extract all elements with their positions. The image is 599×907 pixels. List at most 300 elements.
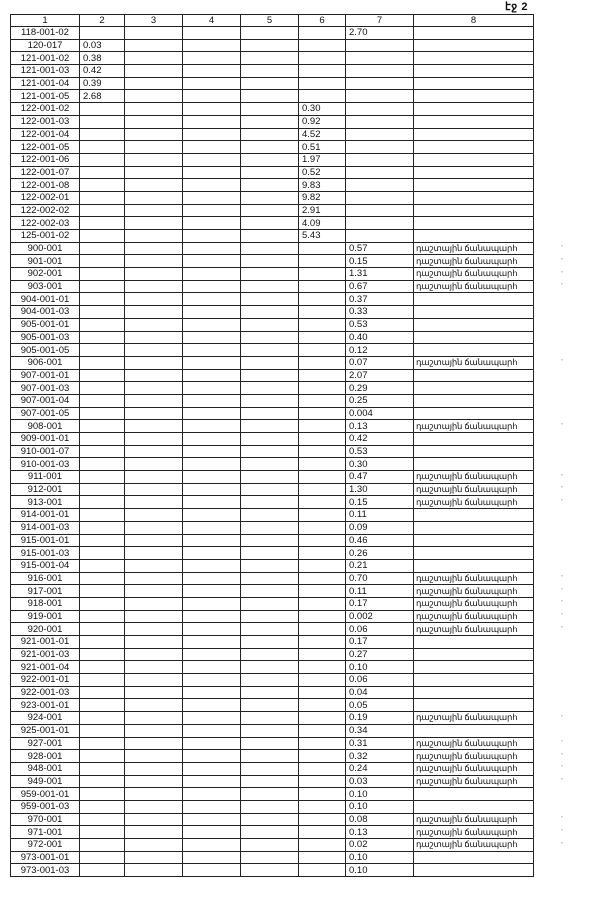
table-row bbox=[11, 153, 534, 166]
value-cell bbox=[183, 839, 241, 852]
note-cell: դաշտային ճանապարհ bbox=[414, 610, 534, 623]
table-row bbox=[11, 864, 534, 877]
value-cell bbox=[125, 661, 183, 674]
value-cell bbox=[80, 509, 125, 522]
value-cell bbox=[125, 648, 183, 661]
note-cell: դաշտային ճանապարհ bbox=[414, 572, 534, 585]
value-cell bbox=[346, 115, 414, 128]
value-cell bbox=[183, 103, 241, 116]
table-row bbox=[11, 65, 534, 78]
value-cell bbox=[299, 737, 346, 750]
parcel-code-cell: 925-001-01 bbox=[11, 724, 80, 737]
value-cell bbox=[125, 128, 183, 141]
value-cell bbox=[125, 39, 183, 52]
value-cell: 0.29 bbox=[346, 382, 414, 395]
value-cell bbox=[80, 344, 125, 357]
margin-tick-mark: ˑ bbox=[561, 776, 564, 785]
value-cell bbox=[183, 496, 241, 509]
value-cell: 0.51 bbox=[299, 141, 346, 154]
table-row bbox=[11, 230, 534, 243]
value-cell bbox=[125, 826, 183, 839]
value-cell bbox=[80, 572, 125, 585]
value-cell bbox=[125, 255, 183, 268]
value-cell bbox=[299, 800, 346, 813]
value-cell bbox=[241, 115, 299, 128]
table-row bbox=[11, 433, 534, 446]
table-row bbox=[11, 509, 534, 522]
value-cell bbox=[80, 382, 125, 395]
parcel-code-cell: 122-002-03 bbox=[11, 217, 80, 230]
value-cell bbox=[241, 420, 299, 433]
margin-tick-mark: ˑ bbox=[561, 585, 564, 594]
parcel-code-cell: 913-001 bbox=[11, 496, 80, 509]
note-cell: դաշտային ճանապարհ bbox=[414, 242, 534, 255]
value-cell bbox=[183, 420, 241, 433]
value-cell bbox=[241, 191, 299, 204]
note-cell bbox=[414, 217, 534, 230]
table-row bbox=[11, 90, 534, 103]
note-cell: դաշտային ճանապարհ bbox=[414, 826, 534, 839]
margin-tick-mark: ˑ bbox=[561, 281, 564, 290]
value-cell bbox=[346, 204, 414, 217]
parcel-code-cell: 118-001-02 bbox=[11, 27, 80, 40]
table-row bbox=[11, 471, 534, 484]
value-cell: 0.33 bbox=[346, 306, 414, 319]
value-cell bbox=[125, 724, 183, 737]
value-cell bbox=[241, 712, 299, 725]
value-cell: 0.24 bbox=[346, 762, 414, 775]
value-cell bbox=[125, 115, 183, 128]
margin-tick-mark: ˑ bbox=[561, 496, 564, 505]
note-cell bbox=[414, 800, 534, 813]
note-cell bbox=[414, 394, 534, 407]
table-row bbox=[11, 750, 534, 763]
value-cell bbox=[80, 813, 125, 826]
note-cell: դաշտային ճանապարհ bbox=[414, 585, 534, 598]
parcel-code-cell: 122-001-06 bbox=[11, 153, 80, 166]
parcel-code-cell: 973-001-01 bbox=[11, 851, 80, 864]
value-cell bbox=[299, 864, 346, 877]
value-cell bbox=[346, 65, 414, 78]
column-header: 8 bbox=[414, 15, 534, 27]
value-cell bbox=[346, 141, 414, 154]
value-cell bbox=[183, 369, 241, 382]
parcel-code-cell: 914-001-03 bbox=[11, 521, 80, 534]
value-cell bbox=[125, 356, 183, 369]
value-cell bbox=[80, 230, 125, 243]
value-cell: 0.10 bbox=[346, 851, 414, 864]
table-row bbox=[11, 39, 534, 52]
value-cell: 4.52 bbox=[299, 128, 346, 141]
parcel-code-cell: 122-001-02 bbox=[11, 103, 80, 116]
value-cell bbox=[299, 775, 346, 788]
column-header: 1 bbox=[11, 15, 80, 27]
value-cell bbox=[80, 851, 125, 864]
note-cell bbox=[414, 699, 534, 712]
value-cell bbox=[241, 433, 299, 446]
value-cell: 0.52 bbox=[299, 166, 346, 179]
value-cell bbox=[125, 407, 183, 420]
value-cell bbox=[241, 737, 299, 750]
value-cell bbox=[125, 483, 183, 496]
value-cell bbox=[241, 306, 299, 319]
value-cell bbox=[183, 712, 241, 725]
value-cell bbox=[183, 433, 241, 446]
parcel-code-cell: 121-001-04 bbox=[11, 77, 80, 90]
value-cell bbox=[125, 559, 183, 572]
value-cell bbox=[125, 458, 183, 471]
value-cell bbox=[241, 623, 299, 636]
value-cell bbox=[183, 864, 241, 877]
value-cell bbox=[183, 179, 241, 192]
table-row bbox=[11, 610, 534, 623]
value-cell bbox=[80, 864, 125, 877]
value-cell bbox=[183, 483, 241, 496]
parcel-code-cell: 122-001-05 bbox=[11, 141, 80, 154]
value-cell bbox=[346, 103, 414, 116]
note-cell: դաշտային ճանապարհ bbox=[414, 775, 534, 788]
parcel-code-cell: 903-001 bbox=[11, 280, 80, 293]
value-cell bbox=[299, 762, 346, 775]
column-header: 7 bbox=[346, 15, 414, 27]
value-cell: 0.03 bbox=[80, 39, 125, 52]
value-cell bbox=[299, 826, 346, 839]
parcel-code-cell: 919-001 bbox=[11, 610, 80, 623]
value-cell bbox=[241, 597, 299, 610]
parcel-code-cell: 120-017 bbox=[11, 39, 80, 52]
value-cell bbox=[299, 293, 346, 306]
value-cell bbox=[125, 839, 183, 852]
margin-tick-mark: ˑ bbox=[561, 814, 564, 823]
margin-tick-mark: ˑ bbox=[561, 484, 564, 493]
parcel-code-cell: 910-001-03 bbox=[11, 458, 80, 471]
note-cell bbox=[414, 331, 534, 344]
column-header: 6 bbox=[299, 15, 346, 27]
note-cell bbox=[414, 433, 534, 446]
value-cell bbox=[80, 839, 125, 852]
table-row bbox=[11, 128, 534, 141]
value-cell bbox=[299, 750, 346, 763]
table-row bbox=[11, 204, 534, 217]
note-cell bbox=[414, 141, 534, 154]
value-cell bbox=[125, 762, 183, 775]
value-cell bbox=[125, 153, 183, 166]
table-row bbox=[11, 77, 534, 90]
value-cell bbox=[125, 610, 183, 623]
value-cell bbox=[183, 699, 241, 712]
value-cell bbox=[299, 636, 346, 649]
value-cell bbox=[183, 610, 241, 623]
value-cell bbox=[80, 141, 125, 154]
value-cell bbox=[125, 65, 183, 78]
note-cell bbox=[414, 65, 534, 78]
value-cell bbox=[125, 204, 183, 217]
table-row bbox=[11, 521, 534, 534]
value-cell bbox=[299, 521, 346, 534]
value-cell: 0.42 bbox=[80, 65, 125, 78]
table-row bbox=[11, 445, 534, 458]
note-cell: դաշտային ճանապարհ bbox=[414, 623, 534, 636]
value-cell bbox=[125, 141, 183, 154]
table-row bbox=[11, 268, 534, 281]
table-row bbox=[11, 572, 534, 585]
value-cell bbox=[299, 724, 346, 737]
table-row bbox=[11, 813, 534, 826]
value-cell: 0.08 bbox=[346, 813, 414, 826]
value-cell bbox=[125, 585, 183, 598]
table-row bbox=[11, 636, 534, 649]
table-row bbox=[11, 318, 534, 331]
parcel-code-cell: 959-001-03 bbox=[11, 800, 80, 813]
value-cell bbox=[299, 382, 346, 395]
margin-tick-mark: ˑ bbox=[561, 738, 564, 746]
value-cell bbox=[183, 356, 241, 369]
value-cell bbox=[183, 686, 241, 699]
value-cell: 0.07 bbox=[346, 356, 414, 369]
value-cell bbox=[183, 788, 241, 801]
value-cell bbox=[183, 800, 241, 813]
value-cell bbox=[241, 547, 299, 560]
value-cell bbox=[241, 788, 299, 801]
value-cell bbox=[183, 255, 241, 268]
parcel-code-cell: 121-001-03 bbox=[11, 65, 80, 78]
value-cell bbox=[299, 433, 346, 446]
value-cell bbox=[125, 344, 183, 357]
value-cell bbox=[299, 534, 346, 547]
value-cell: 0.32 bbox=[346, 750, 414, 763]
value-cell: 0.10 bbox=[346, 661, 414, 674]
value-cell bbox=[125, 699, 183, 712]
note-cell bbox=[414, 648, 534, 661]
value-cell: 1.30 bbox=[346, 483, 414, 496]
value-cell bbox=[183, 280, 241, 293]
value-cell bbox=[125, 674, 183, 687]
value-cell bbox=[241, 534, 299, 547]
value-cell bbox=[80, 724, 125, 737]
value-cell bbox=[346, 191, 414, 204]
value-cell: 0.03 bbox=[346, 775, 414, 788]
value-cell bbox=[241, 458, 299, 471]
value-cell bbox=[125, 788, 183, 801]
parcel-code-cell: 902-001 bbox=[11, 268, 80, 281]
parcel-code-cell: 924-001 bbox=[11, 712, 80, 725]
value-cell bbox=[80, 27, 125, 40]
value-cell bbox=[183, 623, 241, 636]
value-cell bbox=[183, 407, 241, 420]
value-cell bbox=[241, 90, 299, 103]
value-cell bbox=[125, 166, 183, 179]
note-cell bbox=[414, 191, 534, 204]
value-cell bbox=[346, 217, 414, 230]
value-cell bbox=[299, 445, 346, 458]
value-cell bbox=[183, 39, 241, 52]
value-cell bbox=[80, 775, 125, 788]
value-cell bbox=[241, 268, 299, 281]
value-cell bbox=[299, 306, 346, 319]
value-cell bbox=[299, 661, 346, 674]
value-cell bbox=[299, 839, 346, 852]
value-cell: 0.004 bbox=[346, 407, 414, 420]
value-cell bbox=[183, 636, 241, 649]
note-cell bbox=[414, 39, 534, 52]
parcel-code-cell: 917-001 bbox=[11, 585, 80, 598]
value-cell: 0.17 bbox=[346, 597, 414, 610]
value-cell bbox=[183, 90, 241, 103]
value-cell bbox=[241, 813, 299, 826]
value-cell bbox=[346, 230, 414, 243]
note-cell bbox=[414, 864, 534, 877]
value-cell bbox=[299, 813, 346, 826]
value-cell bbox=[241, 775, 299, 788]
value-cell bbox=[241, 585, 299, 598]
value-cell bbox=[125, 813, 183, 826]
value-cell bbox=[241, 77, 299, 90]
value-cell: 2.91 bbox=[299, 204, 346, 217]
value-cell: 0.13 bbox=[346, 826, 414, 839]
value-cell bbox=[183, 674, 241, 687]
value-cell: 0.06 bbox=[346, 623, 414, 636]
value-cell bbox=[241, 800, 299, 813]
value-cell bbox=[80, 521, 125, 534]
note-cell bbox=[414, 103, 534, 116]
parcel-code-cell: 907-001-03 bbox=[11, 382, 80, 395]
note-cell bbox=[414, 636, 534, 649]
note-cell bbox=[414, 179, 534, 192]
value-cell bbox=[299, 585, 346, 598]
note-cell: դաշտային ճանապարհ bbox=[414, 255, 534, 268]
value-cell bbox=[299, 77, 346, 90]
value-cell bbox=[80, 800, 125, 813]
parcel-code-cell: 908-001 bbox=[11, 420, 80, 433]
value-cell bbox=[80, 445, 125, 458]
parcel-code-cell: 959-001-01 bbox=[11, 788, 80, 801]
value-cell bbox=[241, 331, 299, 344]
table-row bbox=[11, 27, 534, 40]
value-cell bbox=[183, 597, 241, 610]
margin-tick-mark: ˑ bbox=[561, 357, 564, 366]
table-row bbox=[11, 458, 534, 471]
parcel-code-cell: 928-001 bbox=[11, 750, 80, 763]
table-row bbox=[11, 559, 534, 572]
table-row bbox=[11, 407, 534, 420]
value-cell bbox=[125, 737, 183, 750]
value-cell bbox=[183, 661, 241, 674]
note-cell bbox=[414, 153, 534, 166]
value-cell: 0.34 bbox=[346, 724, 414, 737]
value-cell bbox=[80, 153, 125, 166]
value-cell: 0.53 bbox=[346, 318, 414, 331]
value-cell bbox=[299, 483, 346, 496]
table-row bbox=[11, 674, 534, 687]
value-cell bbox=[80, 597, 125, 610]
table-row bbox=[11, 255, 534, 268]
value-cell bbox=[241, 509, 299, 522]
value-cell bbox=[299, 280, 346, 293]
value-cell bbox=[183, 141, 241, 154]
value-cell bbox=[183, 166, 241, 179]
value-cell bbox=[241, 39, 299, 52]
parcel-code-cell: 905-001-05 bbox=[11, 344, 80, 357]
value-cell bbox=[346, 166, 414, 179]
parcel-code-cell: 921-001-01 bbox=[11, 636, 80, 649]
value-cell bbox=[241, 280, 299, 293]
note-cell: դաշտային ճանապարհ bbox=[414, 813, 534, 826]
value-cell: 0.21 bbox=[346, 559, 414, 572]
parcel-code-cell: 915-001-01 bbox=[11, 534, 80, 547]
value-cell bbox=[241, 636, 299, 649]
parcel-code-cell: 970-001 bbox=[11, 813, 80, 826]
value-cell bbox=[183, 445, 241, 458]
value-cell bbox=[125, 509, 183, 522]
value-cell bbox=[125, 597, 183, 610]
parcel-code-cell: 916-001 bbox=[11, 572, 80, 585]
value-cell bbox=[80, 623, 125, 636]
value-cell bbox=[183, 318, 241, 331]
value-cell bbox=[80, 204, 125, 217]
parcel-code-cell: 907-001-05 bbox=[11, 407, 80, 420]
value-cell bbox=[241, 864, 299, 877]
value-cell bbox=[183, 724, 241, 737]
note-cell bbox=[414, 27, 534, 40]
value-cell bbox=[299, 52, 346, 65]
value-cell bbox=[80, 280, 125, 293]
value-cell bbox=[183, 394, 241, 407]
value-cell bbox=[183, 191, 241, 204]
parcel-code-cell: 122-001-08 bbox=[11, 179, 80, 192]
value-cell bbox=[183, 851, 241, 864]
value-cell: 0.04 bbox=[346, 686, 414, 699]
value-cell: 0.67 bbox=[346, 280, 414, 293]
value-cell bbox=[80, 356, 125, 369]
value-cell bbox=[241, 699, 299, 712]
value-cell bbox=[125, 230, 183, 243]
value-cell: 0.40 bbox=[346, 331, 414, 344]
margin-tick-mark: ˑ bbox=[561, 623, 564, 632]
value-cell bbox=[299, 369, 346, 382]
value-cell bbox=[241, 65, 299, 78]
table-row bbox=[11, 369, 534, 382]
value-cell bbox=[80, 191, 125, 204]
value-cell: 0.92 bbox=[299, 115, 346, 128]
value-cell bbox=[346, 128, 414, 141]
note-cell bbox=[414, 52, 534, 65]
value-cell bbox=[183, 547, 241, 560]
value-cell bbox=[241, 141, 299, 154]
value-cell bbox=[299, 674, 346, 687]
parcel-code-cell: 912-001 bbox=[11, 483, 80, 496]
parcel-code-cell: 907-001-04 bbox=[11, 394, 80, 407]
table-row bbox=[11, 585, 534, 598]
value-cell: 0.30 bbox=[346, 458, 414, 471]
value-cell bbox=[125, 775, 183, 788]
value-cell bbox=[241, 103, 299, 116]
value-cell bbox=[183, 306, 241, 319]
value-cell bbox=[80, 661, 125, 674]
value-cell: 0.39 bbox=[80, 77, 125, 90]
value-cell bbox=[299, 27, 346, 40]
margin-tick-mark: ˑ bbox=[561, 750, 564, 759]
value-cell bbox=[125, 27, 183, 40]
table-row bbox=[11, 737, 534, 750]
value-cell: 0.57 bbox=[346, 242, 414, 255]
value-cell bbox=[299, 623, 346, 636]
table-row bbox=[11, 623, 534, 636]
value-cell bbox=[80, 496, 125, 509]
note-cell bbox=[414, 318, 534, 331]
parcel-code-cell: 904-001-03 bbox=[11, 306, 80, 319]
value-cell bbox=[125, 420, 183, 433]
value-cell bbox=[125, 496, 183, 509]
